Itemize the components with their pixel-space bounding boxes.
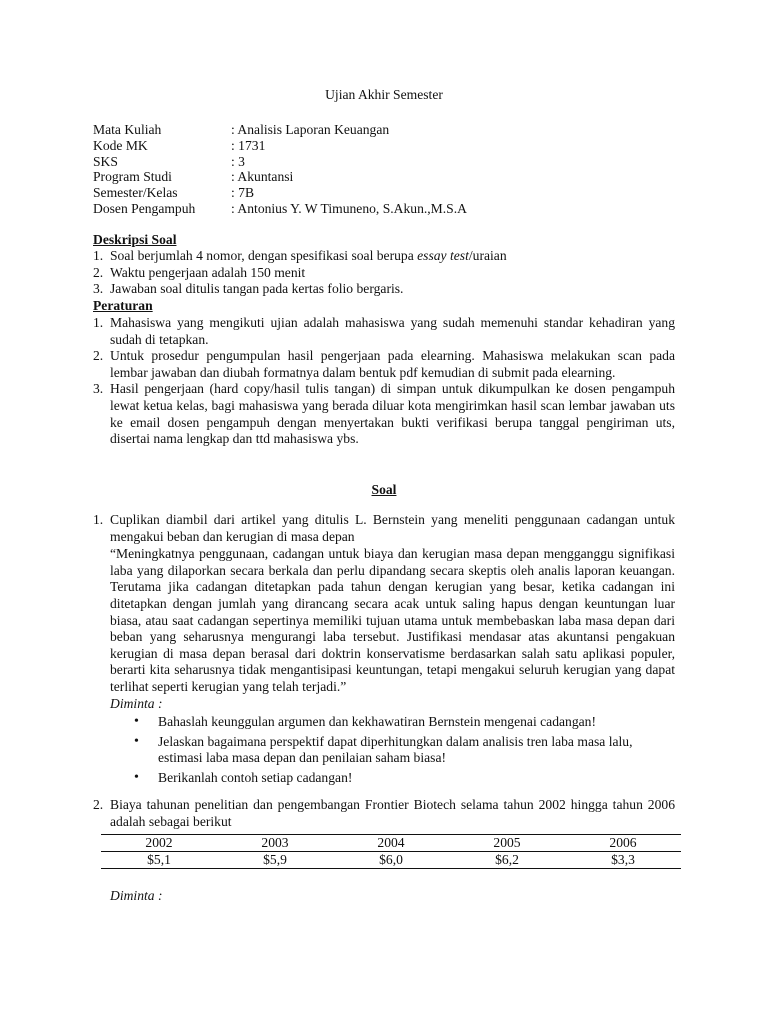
list-item	[93, 381, 675, 447]
list-item	[93, 281, 675, 298]
bullet-icon: •	[134, 769, 139, 785]
info-value: : Analisis Laporan Keuangan	[231, 122, 390, 137]
question-number: 2.	[93, 797, 104, 812]
task-item	[110, 714, 675, 731]
list-item	[93, 248, 675, 265]
year-cell: 2004	[377, 835, 405, 850]
year-cell: 2003	[261, 835, 289, 850]
item-number: 2.	[93, 348, 104, 364]
peraturan-heading: Peraturan	[93, 298, 153, 313]
item-text-part: Soal berjumlah 4 nomor, dengan spesifikasi soal berupa	[110, 248, 418, 263]
year-cell: 2002	[145, 835, 173, 850]
item-text-part: /uraian	[468, 248, 507, 263]
item-text-emphasis: essay test	[417, 248, 469, 263]
item-text	[110, 248, 675, 265]
value-cell: $3,3	[611, 852, 635, 867]
value-cell: $5,1	[147, 852, 171, 867]
course-info-row	[93, 201, 467, 217]
item-number: 1.	[93, 248, 104, 263]
list-item	[93, 348, 675, 381]
info-key: Program Studi	[93, 169, 172, 185]
question-intro: Cuplikan diambil dari artikel yang ditulis L. Bernstein yang meneliti penggunaan cadangan untuk mengakui beban dan kerugian di masa depan	[110, 512, 675, 544]
item-text: Waktu pengerjaan adalah 150 menit	[110, 264, 306, 280]
item-text: Mahasiswa yang mengikuti ujian adalah mahasiswa yang sudah memenuhi standar kehadiran yang sudah di tetapkan.	[110, 315, 675, 347]
task-text: Bahaslah keunggulan argumen dan kekhawatiran Bernstein mengenai cadangan!	[158, 714, 596, 730]
course-info-row	[93, 122, 467, 138]
info-value: : 3	[231, 153, 245, 169]
value-cell: $5,9	[263, 852, 287, 867]
task-text: Berikanlah contoh setiap cadangan!	[158, 769, 353, 785]
info-value: : Antonius Y. W Timuneno, S.Akun.,M.S.A	[231, 200, 467, 216]
item-number: 1.	[93, 315, 104, 330]
info-key: SKS	[93, 153, 118, 169]
question-1	[93, 512, 675, 790]
deskripsi-heading: Deskripsi Soal	[93, 232, 177, 247]
info-value: : 7B	[231, 185, 255, 201]
info-key: Kode MK	[93, 137, 148, 153]
diminta-label: Diminta :	[110, 695, 163, 711]
list-item	[93, 315, 675, 348]
article-quote: “Meningkatnya penggunaan, cadangan untuk biaya dan kerugian masa depan mengganggu signifikasi laba yang dilaporkan secara berkala dan perlu dipandang secara skeptis oleh analis laporan keuangan. Terutama jika cadangan ditetapkan pada tahun dengan kerugian yang besar, ketika cadangan ini ditetapkan dengan jumlah yang dirancang secara acak untuk saling hapus dengan keuntungan luar biasa, atau saat cadangan sepertinya memiliki tujuan utama untuk membebaskan laba masa depan dari beban yang seharusnya mengurangi laba tersebut. Justifikasi mendasar atas akuntansi pengakuan kerugian di masa depan berasal dari doktrin konservatisme berdasarkan salah satu aplikasi populer, berarti kita seharusnya tidak mengantisipasi keuntungan, tetapi mengakui seluruh kerugian yang dapat terlihat seperti kerugian yang telah terjadi.”	[110, 546, 675, 694]
item-number: 3.	[93, 381, 104, 397]
peraturan-list	[93, 315, 675, 448]
info-key: Semester/Kelas	[93, 185, 178, 201]
course-info-row	[93, 138, 467, 154]
course-info-row	[93, 185, 467, 201]
bullet-icon: •	[134, 733, 139, 749]
rnd-cost-table	[101, 834, 681, 869]
question-item	[93, 797, 675, 830]
task-item	[110, 734, 675, 767]
soal-heading: Soal	[371, 482, 397, 497]
item-text: Hasil pengerjaan (hard copy/hasil tulis tangan) di simpan untuk dikumpulkan ke dosen pengampuh lewat ketua kelas, bagi mahasiswa yang berada diluar kota mengirimkan hasil scan lembar jawaban uts ke email dosen pengampuh dengan menyertakan bukti verifikasi berupa tanggal pengiriman uts, disertai nama lengkap dan ttd mahasiswa ybs.	[110, 381, 675, 447]
info-value: : 1731	[231, 137, 266, 153]
list-item	[93, 265, 675, 282]
year-cell: 2006	[609, 835, 637, 850]
info-value: : Akuntansi	[231, 169, 294, 185]
task-item	[110, 770, 675, 787]
question-item	[93, 512, 675, 790]
question-number: 1.	[93, 512, 104, 527]
table-row	[101, 852, 681, 869]
course-info-row	[93, 169, 467, 185]
task-list	[110, 714, 675, 786]
value-cell: $6,0	[379, 852, 403, 867]
course-info	[93, 122, 467, 217]
deskripsi-list	[93, 248, 675, 298]
value-cell: $6,2	[495, 852, 519, 867]
item-number: 2.	[93, 264, 104, 280]
table-header-row	[101, 835, 681, 852]
bullet-icon: •	[134, 714, 139, 730]
item-text: Jawaban soal ditulis tangan pada kertas folio bergaris.	[110, 281, 404, 297]
question-intro: Biaya tahunan penelitian dan pengembangan Frontier Biotech selama tahun 2002 hingga tahun 2006 adalah sebagai berikut	[110, 797, 675, 829]
info-key: Mata Kuliah	[93, 122, 162, 137]
document-title: Ujian Akhir Semester	[325, 87, 443, 102]
diminta-label: Diminta :	[110, 888, 163, 903]
question-body	[110, 512, 675, 790]
info-key: Dosen Pengampuh	[93, 200, 196, 216]
year-cell: 2005	[493, 835, 521, 850]
item-text: Untuk prosedur pengumpulan hasil pengerjaan pada elearning. Mahasiswa melakukan scan pada lembar jawaban dan diubah formatnya dalam bentuk pdf kemudian di submit pada elearning.	[110, 348, 675, 380]
item-number: 3.	[93, 281, 104, 297]
course-info-row	[93, 154, 467, 170]
question-2	[93, 797, 675, 830]
task-text: Jelaskan bagaimana perspektif dapat diperhitungkan dalam analisis tren laba masa lalu, estimasi laba masa depan dan penilaian saham biasa!	[158, 733, 633, 766]
